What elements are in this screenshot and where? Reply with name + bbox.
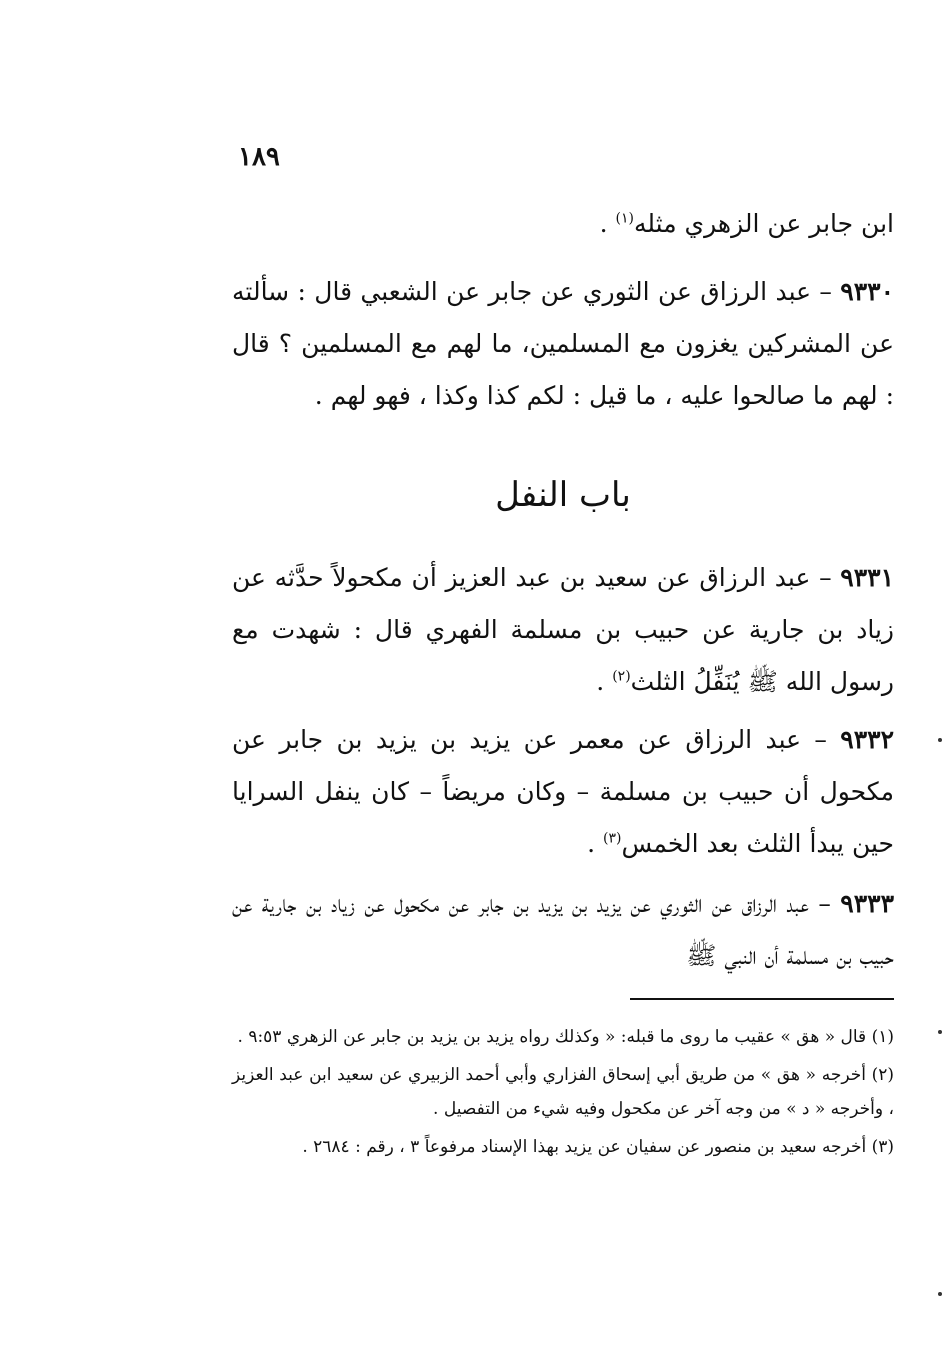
chapter-title: باب النفل [495, 475, 631, 515]
hadith-text: – عبد الرزاق عن الثوري عن يزيد بن يزيد بن جابر عن مكحول عن زياد بن جارية عن حبيب بن مسلمة أن النبي ﷺ [232, 889, 894, 970]
footnote-ref-2: (٢) [612, 668, 631, 685]
footnotes [232, 1020, 894, 1168]
opening-line [232, 198, 894, 250]
hadith-9333 [232, 878, 894, 982]
hadith-number: ٩٣٣٣ [840, 889, 894, 918]
hadith-number: ٩٣٣١ [840, 563, 894, 592]
footnote-ref-1: (١) [615, 210, 634, 227]
scan-speck [938, 1292, 942, 1296]
opening-line-text: ابن جابر عن الزهري مثله [633, 209, 894, 238]
hadith-number: ٩٣٣٠ [840, 277, 894, 306]
scan-speck [938, 738, 942, 742]
footnote-ref-3: (٣) [603, 830, 622, 847]
footnote-3: (٣) أخرجه سعيد بن منصور عن سفيان عن يزيد بهذا الإسناد مرفوعاً ٣ ، رقم : ٢٦٨٤ . [302, 1137, 894, 1157]
hadith-9331 [232, 552, 894, 708]
hadith-number: ٩٣٣٢ [840, 725, 894, 754]
hadith-tail: . [596, 667, 613, 696]
hadith-text: – عبد الرزاق عن معمر عن يزيد بن يزيد بن جابر عن مكحول أن حبيب بن مسلمة – وكان مريضاً – كان ينفل السرايا حين يبدأ الثلث بعد الخمس [232, 725, 894, 858]
hadith-text: – عبد الرزاق عن سعيد بن عبد العزيز أن مكحولاً حدَّثه عن زياد بن جارية عن حبيب بن مسلمة الفهري قال : شهدت مع رسول الله ﷺ يُنَفِّلُ الثلث [232, 563, 894, 696]
hadith-text: – عبد الرزاق عن الثوري عن جابر عن الشعبي قال : سألته عن المشركين يغزون مع المسلمين، ما لهم مع المسلمين ؟ قال : لهم ما صالحوا عليه ، ما قيل : لكم كذا وكذا ، فهو لهم . [232, 277, 894, 410]
footnote-2: (٢) أخرجه « هق » من طريق أبي إسحاق الفزاري وأبي أحمد الزبيري عن سعيد ابن عبد العزيز ، وأخرجه « د » من وجه آخر عن مكحول وفيه شيء من التفصيل . [232, 1065, 895, 1119]
footnote-separator [630, 998, 894, 1000]
page-number: ١٨٩ [238, 142, 280, 172]
hadith-9332 [232, 714, 894, 870]
hadith-tail: . [587, 829, 604, 858]
hadith-9330 [232, 266, 894, 422]
scan-speck [938, 1030, 942, 1034]
opening-line-tail: . [599, 209, 616, 238]
footnote-1: (١) قال « هق » عقيب ما روى ما قبله: « وكذلك رواه يزيد بن يزيد بن جابر عن الزهري ٩:٥٣ . [237, 1027, 894, 1047]
